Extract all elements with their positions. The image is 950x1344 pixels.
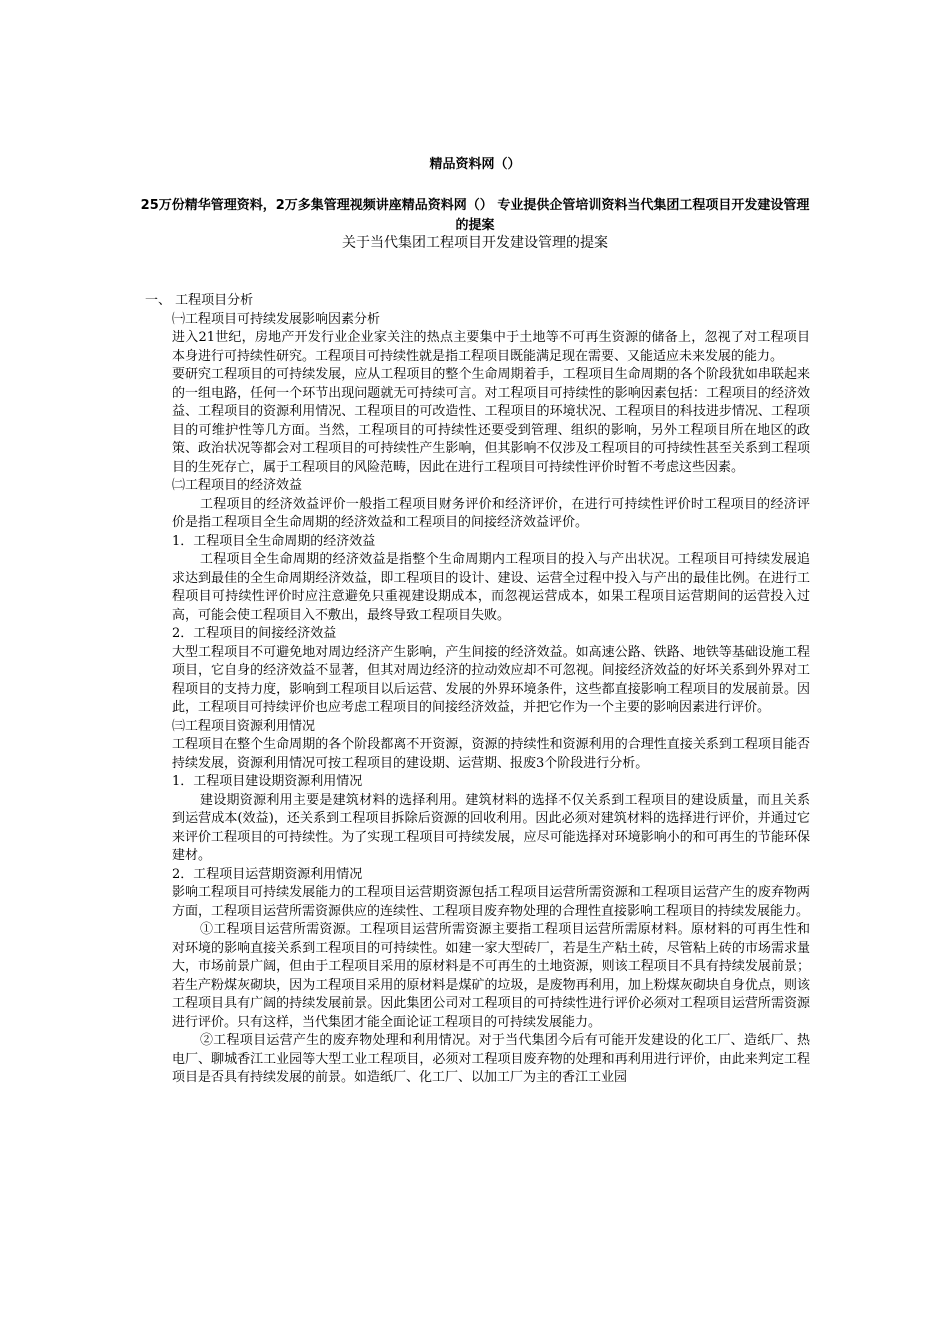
document-body — [145, 292, 810, 1088]
paragraph: 工程项目全生命周期的经济效益是指整个生命周期内工程项目的投入与产出状况。工程项目可持续发展追求达到最佳的全生命周期经济效益，即工程项目的设计、建设、运营全过程中投入与产出的最佳比例。在进行工程项目可持续性评价时应注意避免只重视建设期成本，而忽视运营成本，如果工程项目运营期间的运营投入过高，可能会使工程项目入不敷出，最终导致工程项目失败。 — [172, 552, 810, 623]
paragraph: ②工程项目运营产生的废弃物处理和利用情况。对于当代集团今后有可能开发建设的化工厂、造纸厂、热电厂、聊城香江工业园等大型工业工程项目，必须对工程项目废弃物的处理和再利用进行评价，由此来判定工程项目是否具有持续发展的前景。如造纸厂、化工厂、以加工厂为主的香江工业园 — [172, 1033, 810, 1085]
paragraph: 影响工程项目可持续发展能力的工程项目运营期资源包括工程项目运营所需资源和工程项目运营产生的废弃物两方面，工程项目运营所需资源供应的连续性、工程项目废弃物处理的合理性直接影响工程项目的持续发展能力。 — [172, 885, 810, 919]
section-heading: 一、 工程项目分析 — [145, 293, 254, 308]
paragraph: 工程项目的经济效益评价一般指工程项目财务评价和经济评价，在进行可持续性评价时工程项目的经济评价是指工程项目全生命周期的经济效益和工程项目的间接经济效益评价。 — [172, 496, 810, 530]
item-heading: 1．工程项目全生命周期的经济效益 — [172, 533, 376, 549]
item-heading: 1．工程项目建设期资源利用情况 — [172, 774, 363, 789]
paragraph: 要研究工程项目的可持续发展，应从工程项目的整个生命周期着手，工程项目生命周期的各个阶段犹如串联起来的一组电路，任何一个环节出现问题就无可持续可言。对工程项目可持续性的影响因素包括：工程项目的经济效益、工程项目的资源利用情况、工程项目的可改造性、工程项目的环境状况、工程项目的科技进步情况、工程项目的可维护性等几方面。当然，工程项目的可持续性还要受到管理、组织的影响，另外工程项目所在地区的政策、政治状况等都会对工程项目的可持续性产生影响，但其影响不仅涉及工程项目的可持续性甚至关系到工程项目的生死存亡，属于工程项目的风险范畴，因此在进行工程项目可持续性评价时暂不考虑这些因素。 — [172, 367, 810, 475]
subsection-heading: ㈢工程项目资源利用情况 — [172, 718, 316, 734]
item-heading: 2．工程项目的间接经济效益 — [172, 626, 337, 641]
document-title: 25万份精华管理资料，2万多集管理视频讲座精品资料网（） 专业提供企管培训资料当代集团工程项目开发建设管理的提案 — [140, 198, 810, 233]
paragraph: 大型工程项目不可避免地对周边经济产生影响，产生间接的经济效益。如高速公路、铁路、地铁等基础设施工程项目，它自身的经济效益不显著，但其对周边经济的拉动效应却不可忽视。间接经济效益的好坏关系到外界对工程项目的支持力度，影响到工程项目以后运营、发展的外界环境条件，这些都直接影响工程项目的发展前景。因此，工程项目可持续评价也应考虑工程项目的间接经济效益，并把它作为一个主要的影响因素进行评价。 — [172, 644, 810, 715]
subsection-heading: ㈠工程项目可持续发展影响因素分析 — [172, 311, 381, 327]
paragraph: 进入21世纪，房地产开发行业企业家关注的热点主要集中于土地等不可再生资源的储备上，忽视了对工程项目本身进行可持续性研究。工程项目可持续性就是指工程项目既能满足现在需要、又能适应未来发展的能力。 — [172, 330, 810, 364]
paragraph: 建设期资源利用主要是建筑材料的选择利用。建筑材料的选择不仅关系到工程项目的建设质量，而且关系到运营成本(效益)，还关系到工程项目拆除后资源的回收利用。因此必须对建筑材料的选择进行评价，并通过它来评价工程项目的可持续性。为了实现工程项目可持续发展，应尽可能选择对环境影响小的和可再生的节能环保建材。 — [172, 792, 810, 863]
site-header: 精品资料网（） — [429, 157, 521, 172]
subsection-heading: ㈡工程项目的经济效益 — [172, 478, 303, 493]
document-subtitle: 关于当代集团工程项目开发建设管理的提案 — [342, 235, 608, 251]
item-heading: 2．工程项目运营期资源利用情况 — [172, 866, 363, 882]
paragraph: 工程项目在整个生命周期的各个阶段都离不开资源，资源的持续性和资源利用的合理性直接关系到工程项目能否持续发展，资源利用情况可按工程项目的建设期、运营期、报废3个阶段进行分析。 — [172, 737, 810, 771]
paragraph: ①工程项目运营所需资源。工程项目运营所需资源主要指工程项目运营所需原材料。原材料的可再生性和对环境的影响直接关系到工程项目的可持续性。如建一家大型砖厂，若是生产粘土砖，尽管粘上砖的市场需求量大，市场前景广阔，但由于工程项目采用的原材料是不可再生的土地资源，则该工程项目不具有持续发展前景；若生产粉煤灰砌块，因为工程项目采用的原材料是煤矿的垃圾，是废物再利用，加上粉煤灰砌块自身优点，则该工程项目具有广阔的持续发展前景。因此集团公司对工程项目的可持续性进行评价必须对工程项目运营所需资源进行评价。只有这样，当代集团才能全面论证工程项目的可持续发展能力。 — [172, 922, 810, 1030]
